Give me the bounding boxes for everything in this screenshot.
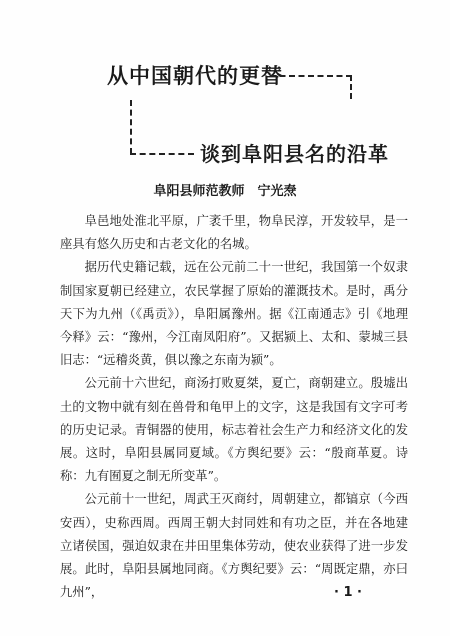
page-number: · 1 · (334, 585, 362, 600)
title-bracket-right (350, 75, 352, 99)
title-bracket-top (270, 75, 352, 77)
title-bracket-bottom (130, 153, 194, 155)
paragraph: 公元前十一世纪，周武王灭商纣，周朝建立，都镐京（今西安西），史称西周。西周王朝大封同姓和有功之臣，并在各地建立诸侯国，强迫奴隶在井田里集体劳动，使农业获得了进一步发展。此时，阜阳县属地同商。《方舆纪要》云：“周既定鼎，亦曰九州”， (60, 492, 408, 600)
author-line: 阜阳县师范教师 宁光焘 (153, 184, 297, 199)
paragraph: 公元前十六世纪，商汤打败夏桀，夏亡，商朝建立。殷墟出土的文物中就有刻在兽骨和龟甲上的文字，这是我国有文字可考的历史记录。青铜器的使用，标志着社会生产力和经济文化的发展。这时，阜阳县属同夏域。《方舆纪要》云：“殷商革夏。诗称：九有囿夏之制无所变革”。 (60, 376, 408, 484)
title-line-1: 从中国朝代的更替 (107, 64, 283, 88)
article-body (60, 210, 408, 604)
paragraph: 据历代史籍记载，远在公元前二十一世纪，我国第一个奴隶制国家夏朝已经建立，农民掌握了原始的灌溉技术。是时，禹分天下为九州（《禹贡》），阜阳属豫州。据《江南通志》引《地理今释》云：“豫州，今江南凤阳府”。又据颍上、太和、蒙城三县旧志：“远稽炎黄，俱以豫之东南为颍”。 (60, 260, 408, 368)
title-bracket-left (130, 100, 132, 154)
paragraph: 阜邑地处淮北平原，广袤千里，物阜民淳，开发较早，是一座具有悠久历史和古老文化的名城。 (60, 214, 408, 252)
title-line-2: 谈到阜阳县名的沿革 (200, 142, 389, 166)
